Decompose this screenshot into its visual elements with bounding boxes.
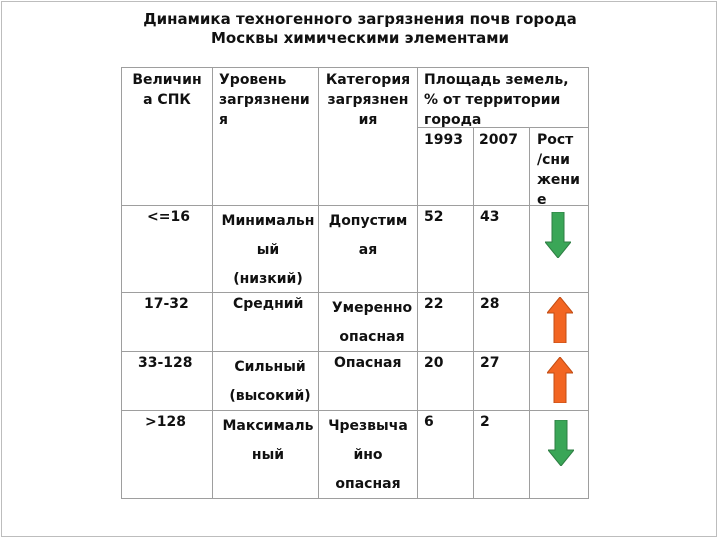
table-row-divider <box>121 292 589 293</box>
row-2007: 2 <box>480 414 490 430</box>
row-spk: 17-32 <box>144 296 189 312</box>
header-category: Категория загрязнен ия <box>325 72 411 128</box>
table-col-divider <box>417 67 418 499</box>
table-col-divider <box>212 67 213 499</box>
table-col-divider <box>529 127 530 499</box>
row-1993: 52 <box>424 209 444 225</box>
row-spk: <=16 <box>147 209 190 225</box>
row-level: Сильный (высокий) <box>229 359 311 404</box>
header-area: Площадь земель, % от территории города <box>424 72 569 128</box>
header-trend: Рост /сни жени е <box>537 132 580 208</box>
trend-down-arrow-icon <box>548 420 574 466</box>
header-year-1993: 1993 <box>424 132 463 148</box>
trend-up-arrow-icon <box>547 297 573 343</box>
row-2007: 43 <box>480 209 500 225</box>
row-1993: 20 <box>424 355 444 371</box>
trend-down-arrow-icon <box>545 212 571 258</box>
row-2007: 28 <box>480 296 500 312</box>
table-col-divider <box>473 127 474 499</box>
header-year-2007: 2007 <box>479 132 518 148</box>
trend-up-arrow-icon <box>547 357 573 403</box>
row-1993: 6 <box>424 414 434 430</box>
table-row-divider <box>121 410 589 411</box>
row-spk: 33-128 <box>138 355 193 371</box>
title-line-2: Москвы химическими элементами <box>210 29 510 47</box>
row-level: Средний <box>233 296 304 312</box>
row-category: Допустим ая <box>328 213 408 258</box>
header-level: Уровень загрязнени я <box>219 72 310 128</box>
table-border-right <box>588 67 589 499</box>
row-1993: 22 <box>424 296 444 312</box>
table-border-left <box>121 67 122 499</box>
header-spk: Величин а СПК <box>132 72 202 108</box>
row-level: Минимальн ый (низкий) <box>221 213 315 287</box>
title-line-1: Динамика техногенного загрязнения почв города <box>143 10 577 28</box>
row-2007: 27 <box>480 355 500 371</box>
table-row-divider <box>121 205 589 206</box>
row-category: Умеренно опасная <box>331 300 413 345</box>
row-category: Опасная <box>334 355 402 371</box>
row-level: Максималь ный <box>222 418 314 463</box>
row-spk: >128 <box>145 414 186 430</box>
row-category: Чрезвыча йно опасная <box>328 418 408 492</box>
table-border-top <box>121 67 589 68</box>
